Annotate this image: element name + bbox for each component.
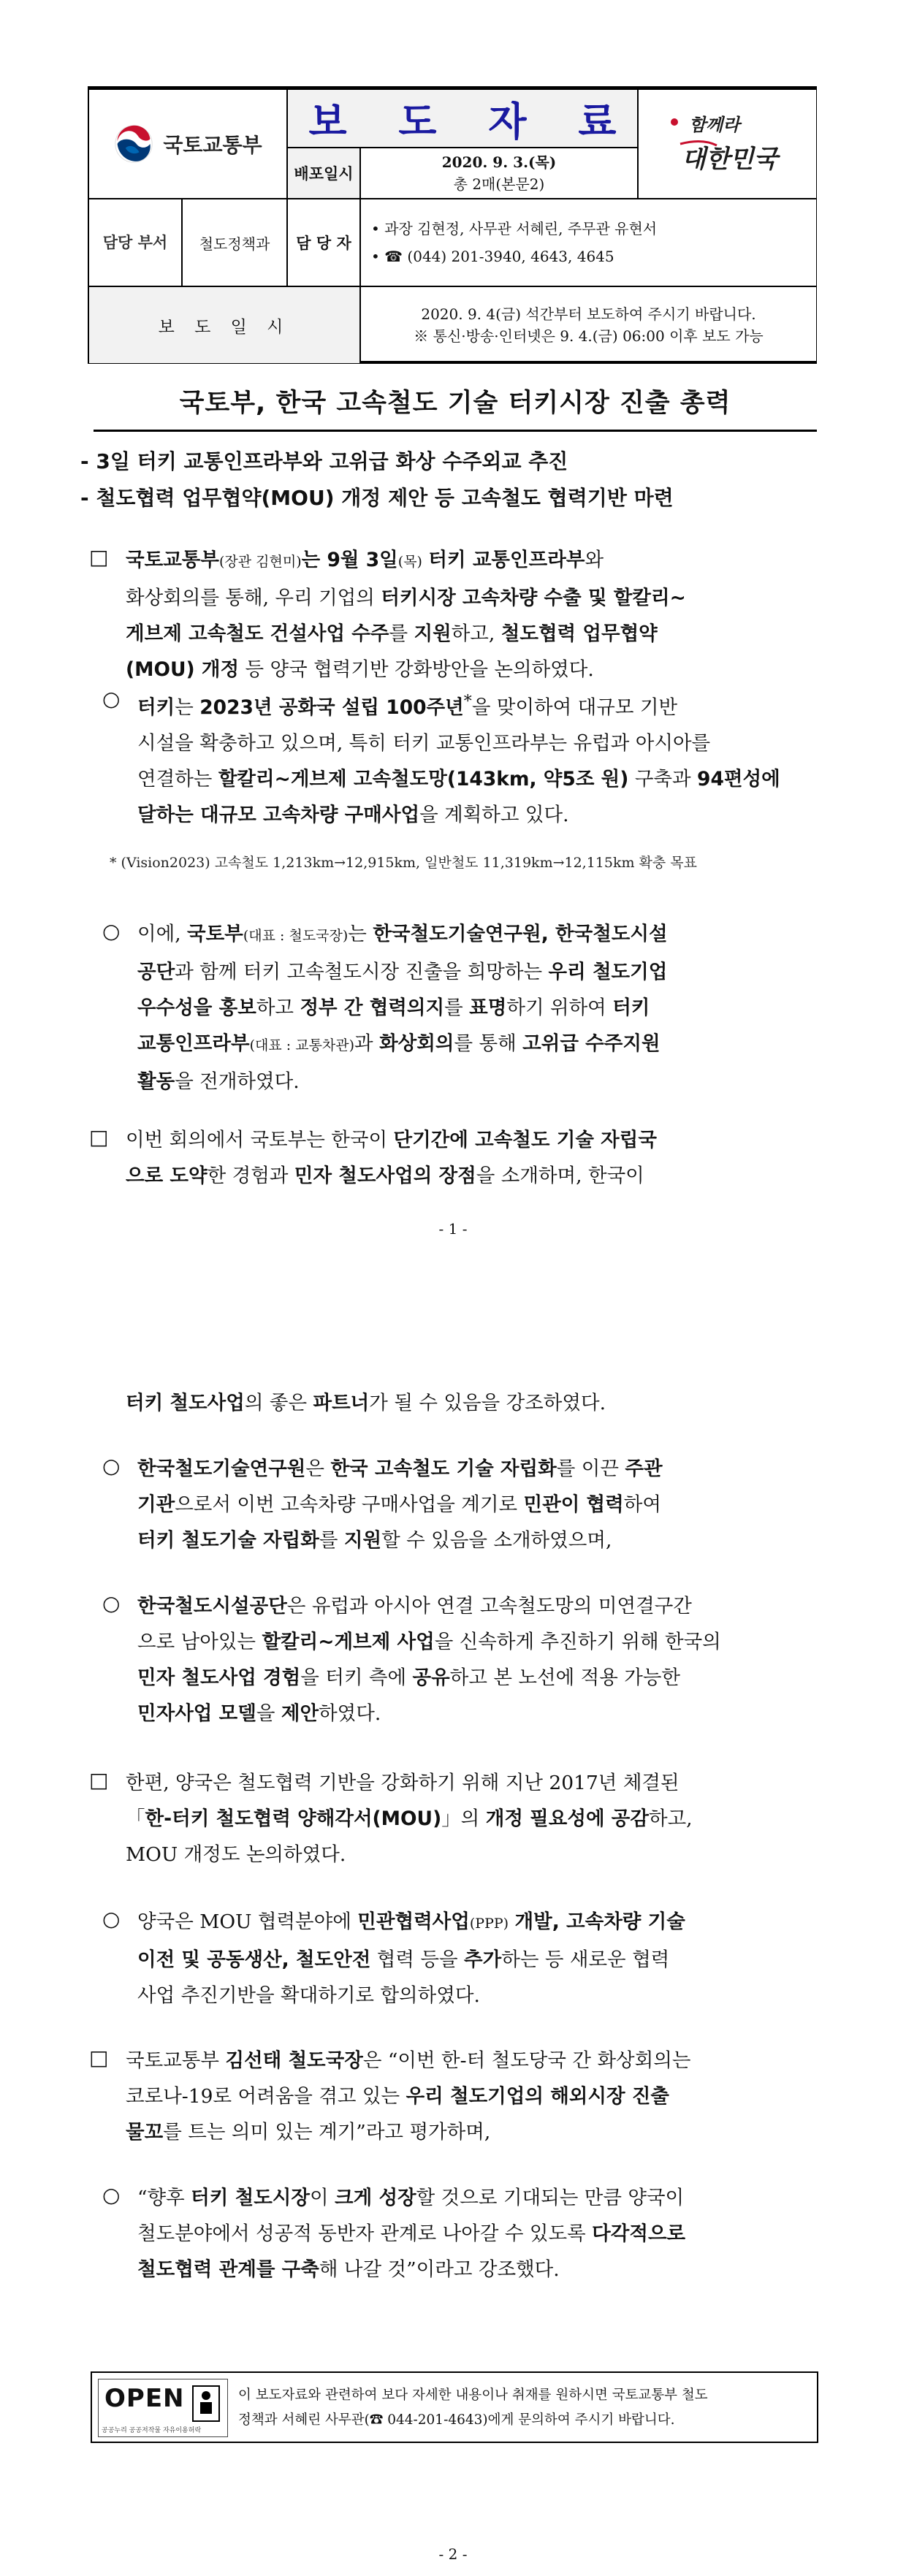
ministry-logo (88, 89, 287, 199)
distribution-label: 배포일시 (287, 148, 360, 199)
square-bullet: □ (89, 1125, 109, 1149)
page-number-2: - 2 - (438, 2545, 468, 2563)
department-label: 담당 부서 (88, 199, 182, 286)
ministry-emblem-icon (113, 123, 154, 164)
department-value: 철도정책과 (182, 199, 287, 286)
contact-line-2: 정책과 서혜린 사무관(☎ 044-201-4643)에게 문의하여 주시기 바랍니다. (238, 2412, 675, 2428)
press-release-title-cell (287, 89, 638, 148)
slogan-line-1: 함께라 (688, 114, 740, 135)
staff-value (360, 199, 817, 286)
open-word: OPEN (104, 2384, 185, 2413)
contact-text (238, 2383, 808, 2433)
ministry-name: 국토교통부 (163, 133, 262, 157)
release-line-2: ※ 통신·방송·인터넷은 9. 4.(금) 06:00 이후 보도 가능 (414, 327, 764, 345)
paragraph-1: 국토교통부(장관 김현미)는 9월 3일(목) 터키 교통인프라부와 화상회의를 통해, 우리 기업의 터키시장 고속차량 수출 및 할칼리~ 게브제 고속철도 건설사업 수주를 지원하고, 철도협력 업무협약 (MOU) 개정 등 양국 협력기반 강화방안을 논의하였다. (126, 549, 686, 681)
slogan-line-2: 대한민국 (681, 145, 777, 174)
release-line-1: 2020. 9. 4(금) 석간부터 보도하여 주시기 바랍니다. (421, 305, 756, 323)
paragraph-4: 이번 회의에서 국토부는 한국이 단기간에 고속철도 기술 자립국 으로 도약한 경험과 민자 철도사업의 장점을 소개하며, 한국이 (126, 1129, 657, 1187)
contact-footer-box (91, 2371, 818, 2443)
staff-phone: • ☎ (044) 201-3940, 4643, 4645 (371, 248, 614, 265)
paragraph-5: 한국철도기술연구원은 한국 고속철도 기술 자립화를 이끈 주관 기관으로서 이번 고속차량 구매사업을 계기로 민관이 협력하여 터키 철도기술 자립화를 지원할 수 있음을 소개하였으며, (137, 1457, 663, 1552)
page-number-1: - 1 - (438, 1220, 468, 1238)
press-release-title: 보 도 자 료 (308, 97, 636, 145)
page-1 (0, 0, 906, 1271)
paragraph-9: 국토교통부 김선태 철도국장은 “이번 한-터 철도당국 간 화상회의는 코로나-19로 어려움을 겪고 있는 우리 철도기업의 해외시장 진출 물꼬를 트는 의미 있는 계기”라고 평가하며, (126, 2049, 691, 2144)
paragraph-6: 한국철도시설공단은 유럽과 아시아 연결 고속철도망의 미연결구간 으로 남아있는 할칼리~게브제 사업을 신속하게 추진하기 위해 한국의 민자 철도사업 경험을 터키 측에 공유하고 본 노선에 적용 가능한 민자사업 모델을 제안하였다. (137, 1595, 721, 1725)
open-subtitle: 공공누리 공공저작물 자유이용허락 (102, 2427, 202, 2434)
kogl-type-icon (192, 2385, 220, 2422)
distribution-value (360, 148, 638, 199)
footnote: * (Vision2023) 고속철도 1,213km→12,915km, 일반철도 11,319km→12,115km 확충 목표 (110, 855, 698, 871)
headline-divider (94, 430, 817, 432)
subheading-2: - 철도협력 업무협약(MOU) 개정 제안 등 고속철도 협력기반 마련 (80, 486, 674, 510)
circle-bullet: ○ (102, 2183, 121, 2207)
circle-bullet: ○ (102, 687, 121, 711)
kogl-open-logo (98, 2379, 228, 2437)
paragraph-10: “향후 터키 철도시장이 크게 성장할 것으로 기대되는 만큼 양국이 철도분야에서 성공적 동반자 관계로 나아갈 수 있도록 다각적으로 철도협력 관계를 구축해 나갈 것”이라고 강조했다. (137, 2187, 686, 2281)
paragraph-8: 양국은 MOU 협력분야에 민관협력사업(PPP) 개발, 고속차량 기술 이전 및 공동생산, 철도안전 협력 등을 추가하는 등 새로운 협력 사업 추진기반을 확대하기로 합의하였다. (137, 1910, 685, 2007)
square-bullet: □ (89, 545, 109, 569)
contact-line-1: 이 보도자료와 관련하여 보다 자세한 내용이나 취재를 원하시면 국토교통부 철도 (238, 2388, 708, 2403)
subheading-1: - 3일 터키 교통인프라부와 고위급 화상 수주외교 추진 (80, 449, 568, 473)
paragraph-4-continued: 터키 철도사업의 좋은 파트너가 될 수 있음을 강조하였다. (126, 1392, 606, 1414)
paragraph-7: 한편, 양국은 철도협력 기반을 강화하기 위해 지난 2017년 체결된 「한-터키 철도협력 양해각서(MOU)」의 개정 필요성에 공감하고, MOU 개정도 논의하였다. (126, 1772, 693, 1866)
headline: 국토부, 한국 고속철도 기술 터키시장 진출 총력 (179, 389, 731, 418)
slogan-logo (638, 89, 817, 199)
square-bullet: □ (89, 2046, 109, 2070)
staff-names: • 과장 김현정, 사무관 서혜린, 주무관 유현서 (371, 220, 658, 237)
paragraph-3: 이에, 국토부(대표 : 철도국장)는 한국철도기술연구원, 한국철도시설 공단과 함께 터키 고속철도시장 진출을 희망하는 우리 철도기업 우수성을 홍보하고 정부 간 협력의지를 표명하기 위하여 터키 교통인프라부(대표 : 교통차관)과 화상회의를 통해 고위급 수주지원 활동을 전개하였다. (137, 923, 668, 1093)
release-time-label: 보 도 일 시 (88, 286, 360, 364)
paragraph-2: 터키는 2023년 공화국 설립 100주년*을 맞이하여 대규모 기반 시설을 확충하고 있으며, 특히 터키 교통인프라부는 유럽과 아시아를 연결하는 할칼리~게브제 고속철도망(143km, 약5조 원) 구축과 94편성에 달하는 대규모 고속차량 구매사업을 계획하고 있다. (137, 693, 780, 826)
distribution-pages: 총 2매(본문2) (453, 175, 545, 193)
square-bullet: □ (89, 1768, 109, 1792)
release-time-value (360, 286, 817, 364)
slogan-calligraphy-icon (658, 100, 797, 188)
circle-bullet: ○ (102, 1454, 121, 1478)
press-release-header-table (88, 86, 817, 364)
distribution-date: 2020. 9. 3.(목) (441, 153, 557, 171)
page-2 (0, 1286, 906, 2576)
circle-bullet: ○ (102, 919, 121, 943)
staff-label: 담 당 자 (287, 199, 360, 286)
circle-bullet: ○ (102, 1907, 121, 1931)
circle-bullet: ○ (102, 1591, 121, 1615)
